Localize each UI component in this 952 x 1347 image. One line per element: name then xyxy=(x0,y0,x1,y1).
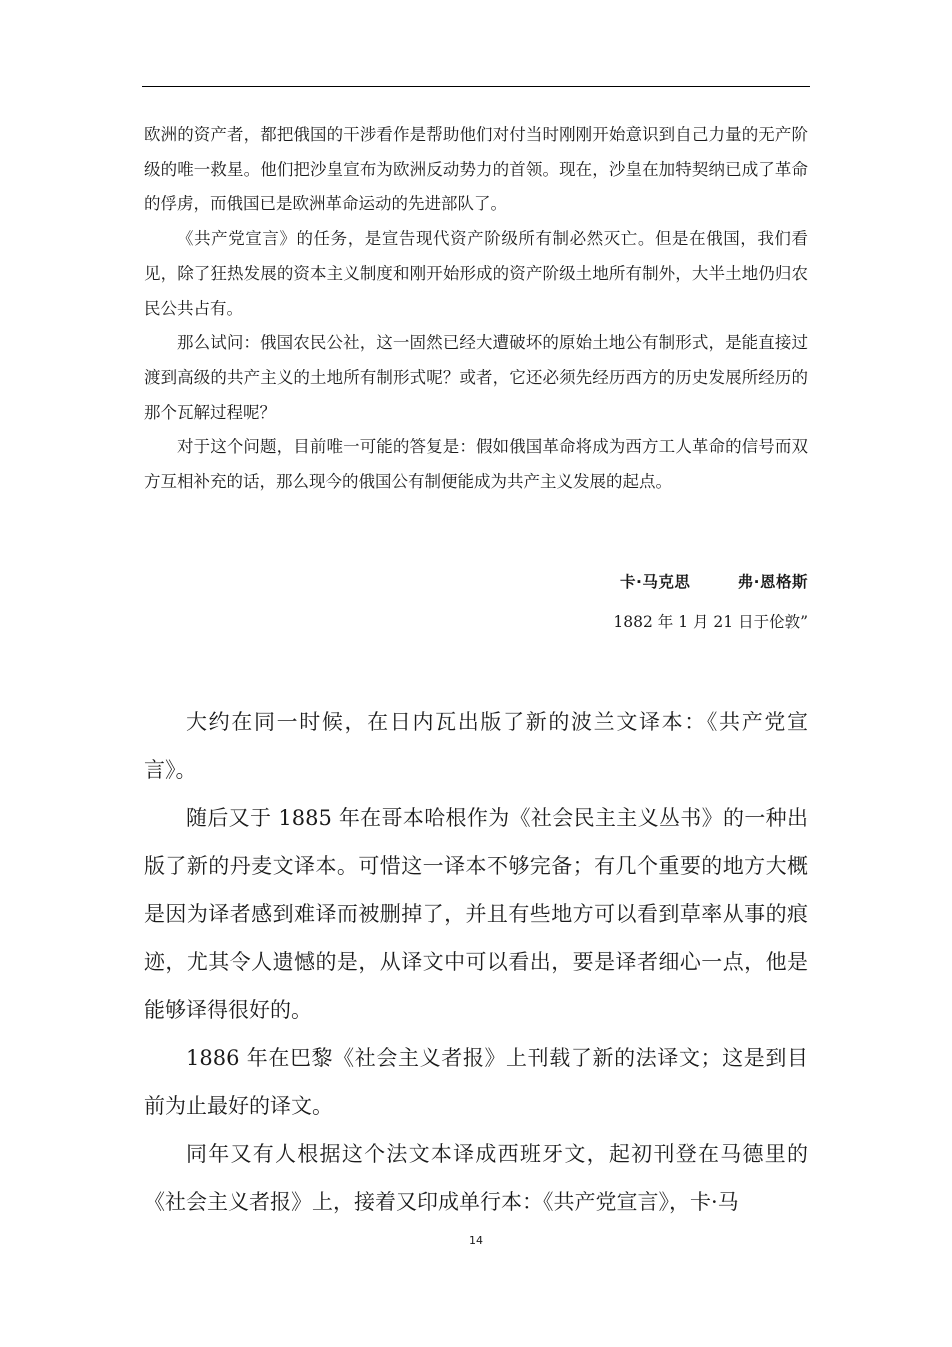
body-paragraph: 大约在同一时候，在日内瓦出版了新的波兰文译本：《共产党宣言》。 xyxy=(144,710,808,782)
quote-paragraph: 对于这个问题，目前唯一可能的答复是：假如俄国革命将成为西方工人革命的信号而双方互相补充的话，那么现今的俄国公有制便能成为共产主义发展的起点。 xyxy=(144,437,808,492)
body-paragraph: 1886 年在巴黎《社会主义者报》上刊载了新的法译文；这是到目前为止最好的译文。 xyxy=(144,1046,808,1118)
quote-paragraph: 《共产党宣言》的任务，是宣告现代资产阶级所有制必然灭亡。但是在俄国，我们看见，除了狂热发展的资本主义制度和刚开始形成的资产阶级土地所有制外，大半土地仍归农民公共占有。 xyxy=(144,229,808,318)
quote-paragraph: 欧洲的资产者，都把俄国的干涉看作是帮助他们对付当时刚刚开始意识到自己力量的无产阶级的唯一救星。他们把沙皇宣布为欧洲反动势力的首领。现在，沙皇在加特契纳已成了革命的俘虏，而俄国已是欧洲革命运动的先进部队了。 xyxy=(144,125,808,214)
quoted-letter xyxy=(144,118,808,500)
signature-marx: 卡·马克思 xyxy=(620,573,691,591)
page-number: 14 xyxy=(469,1234,483,1247)
body-paragraph: 随后又于 1885 年在哥本哈根作为《社会民主主义丛书》的一种出版了新的丹麦文译本。可惜这一译本不够完备；有几个重要的地方大概是因为译者感到难译而被删掉了，并且有些地方可以看到草率从事的痕迹，尤其令人遗憾的是，从译文中可以看出，要是译者细心一点，他是能够译得很好的。 xyxy=(144,806,808,1022)
date-place: 1882 年 1 月 21 日于伦敦” xyxy=(613,613,808,631)
body-paragraph: 同年又有人根据这个法文本译成西班牙文，起初刊登在马德里的《社会主义者报》上，接着又印成单行本：《共产党宣言》，卡·马 xyxy=(144,1142,808,1214)
signatures xyxy=(620,570,808,592)
quote-paragraph: 那么试问：俄国农民公社，这一固然已经大遭破坏的原始土地公有制形式，是能直接过渡到高级的共产主义的土地所有制形式呢？或者，它还必须先经历西方的历史发展所经历的那个瓦解过程呢？ xyxy=(144,333,808,422)
signature-engels: 弗·恩格斯 xyxy=(737,573,808,591)
main-body xyxy=(144,698,808,1226)
header-rule xyxy=(142,86,810,87)
